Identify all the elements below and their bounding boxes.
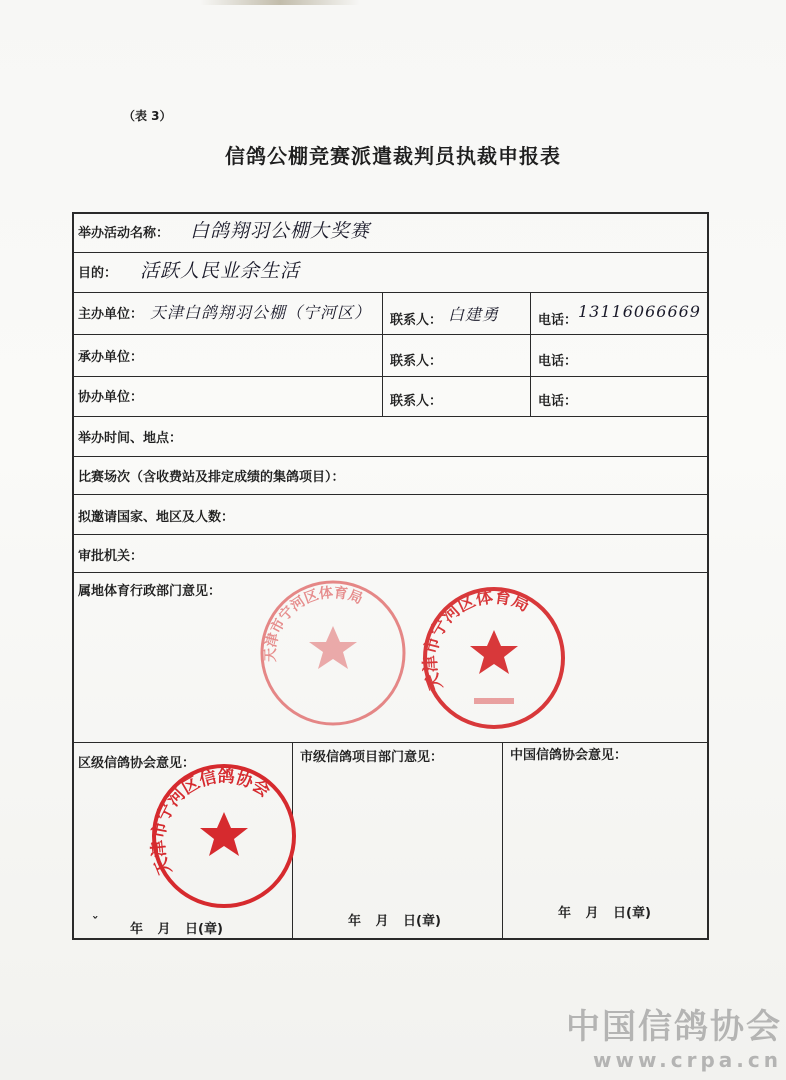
column-divider: [530, 292, 531, 416]
document-title: 信鸽公棚竞赛派遣裁判员执裁申报表: [225, 144, 561, 168]
stamp-text: 天津市宁河区信鸽协会: [148, 766, 274, 879]
host-contact-label: 联系人：: [390, 354, 443, 369]
sports-bureau-stamp-faint: [258, 578, 408, 728]
svg-text:天津市宁河区体育局: [420, 586, 533, 693]
city-opinion-label: 市级信鸽项目部门意见：: [300, 750, 444, 765]
approval-label: 审批机关：: [78, 549, 144, 564]
national-opinion-label: 中国信鸽协会意见：: [510, 748, 628, 763]
row-divider: [72, 494, 709, 495]
watermark: [566, 999, 782, 1072]
row-divider: [72, 456, 709, 457]
city-date-line: 年 月 日(章): [348, 914, 441, 929]
row-divider: [72, 572, 709, 573]
row-divider: [72, 292, 709, 293]
purpose-value: 活跃人民业余生活: [140, 260, 301, 282]
races-label: 比赛场次（含收费站及排定成绩的集鸽项目）：: [78, 470, 345, 485]
document-label: （表 3）: [123, 109, 172, 123]
district-date-line: 年 月 日(章): [130, 922, 223, 937]
host-phone-label: 电话：: [538, 354, 578, 369]
district-opinion-label: 区级信鸽协会意见：: [78, 756, 196, 771]
event-name-label: 举办活动名称：: [78, 226, 170, 241]
organizer-value: 天津白鸽翔羽公棚（宁河区）: [150, 303, 372, 322]
stamp-text: 天津市宁河区体育局: [262, 584, 365, 663]
district-tick-mark: ˇ: [92, 916, 99, 931]
pigeon-association-stamp: [150, 762, 298, 910]
host-label: 承办单位：: [78, 350, 144, 365]
sports-bureau-stamp: [422, 586, 566, 730]
scan-shadow: [200, 0, 360, 5]
co-organizer-contact-label: 联系人：: [390, 394, 443, 409]
watermark-url: www.crpa.cn: [593, 1048, 782, 1072]
row-divider: [72, 376, 709, 377]
organizer-label: 主办单位：: [78, 307, 144, 322]
organizer-phone-label: 电话：: [538, 313, 578, 328]
row-divider: [72, 416, 709, 417]
organizer-contact-value: 白建勇: [448, 305, 500, 324]
organizer-phone-value: 13116066669: [578, 302, 701, 321]
invited-label: 拟邀请国家、地区及人数：: [78, 510, 235, 525]
purpose-label: 目的：: [78, 266, 118, 281]
organizer-contact-label: 联系人：: [390, 313, 443, 328]
row-divider: [72, 534, 709, 535]
row-divider: [72, 252, 709, 253]
co-organizer-phone-label: 电话：: [538, 394, 578, 409]
co-organizer-label: 协办单位：: [78, 390, 144, 405]
event-name-value: 白鸽翔羽公棚大奖赛: [190, 220, 371, 242]
national-date-line: 年 月 日(章): [558, 906, 651, 921]
svg-text:天津市宁河区信鸽协会: [147, 766, 274, 878]
column-divider: [502, 742, 503, 938]
sports-dept-label: 属地体育行政部门意见：: [78, 584, 222, 599]
column-divider: [382, 292, 383, 416]
watermark-title: 中国信鸽协会: [566, 1007, 782, 1047]
time-place-label: 举办时间、地点：: [78, 431, 183, 446]
row-divider: [72, 334, 709, 335]
stamp-text: 天津市宁河区体育局: [420, 587, 533, 694]
svg-text:天津市宁河区体育局: [262, 584, 364, 662]
row-divider: [72, 742, 709, 743]
